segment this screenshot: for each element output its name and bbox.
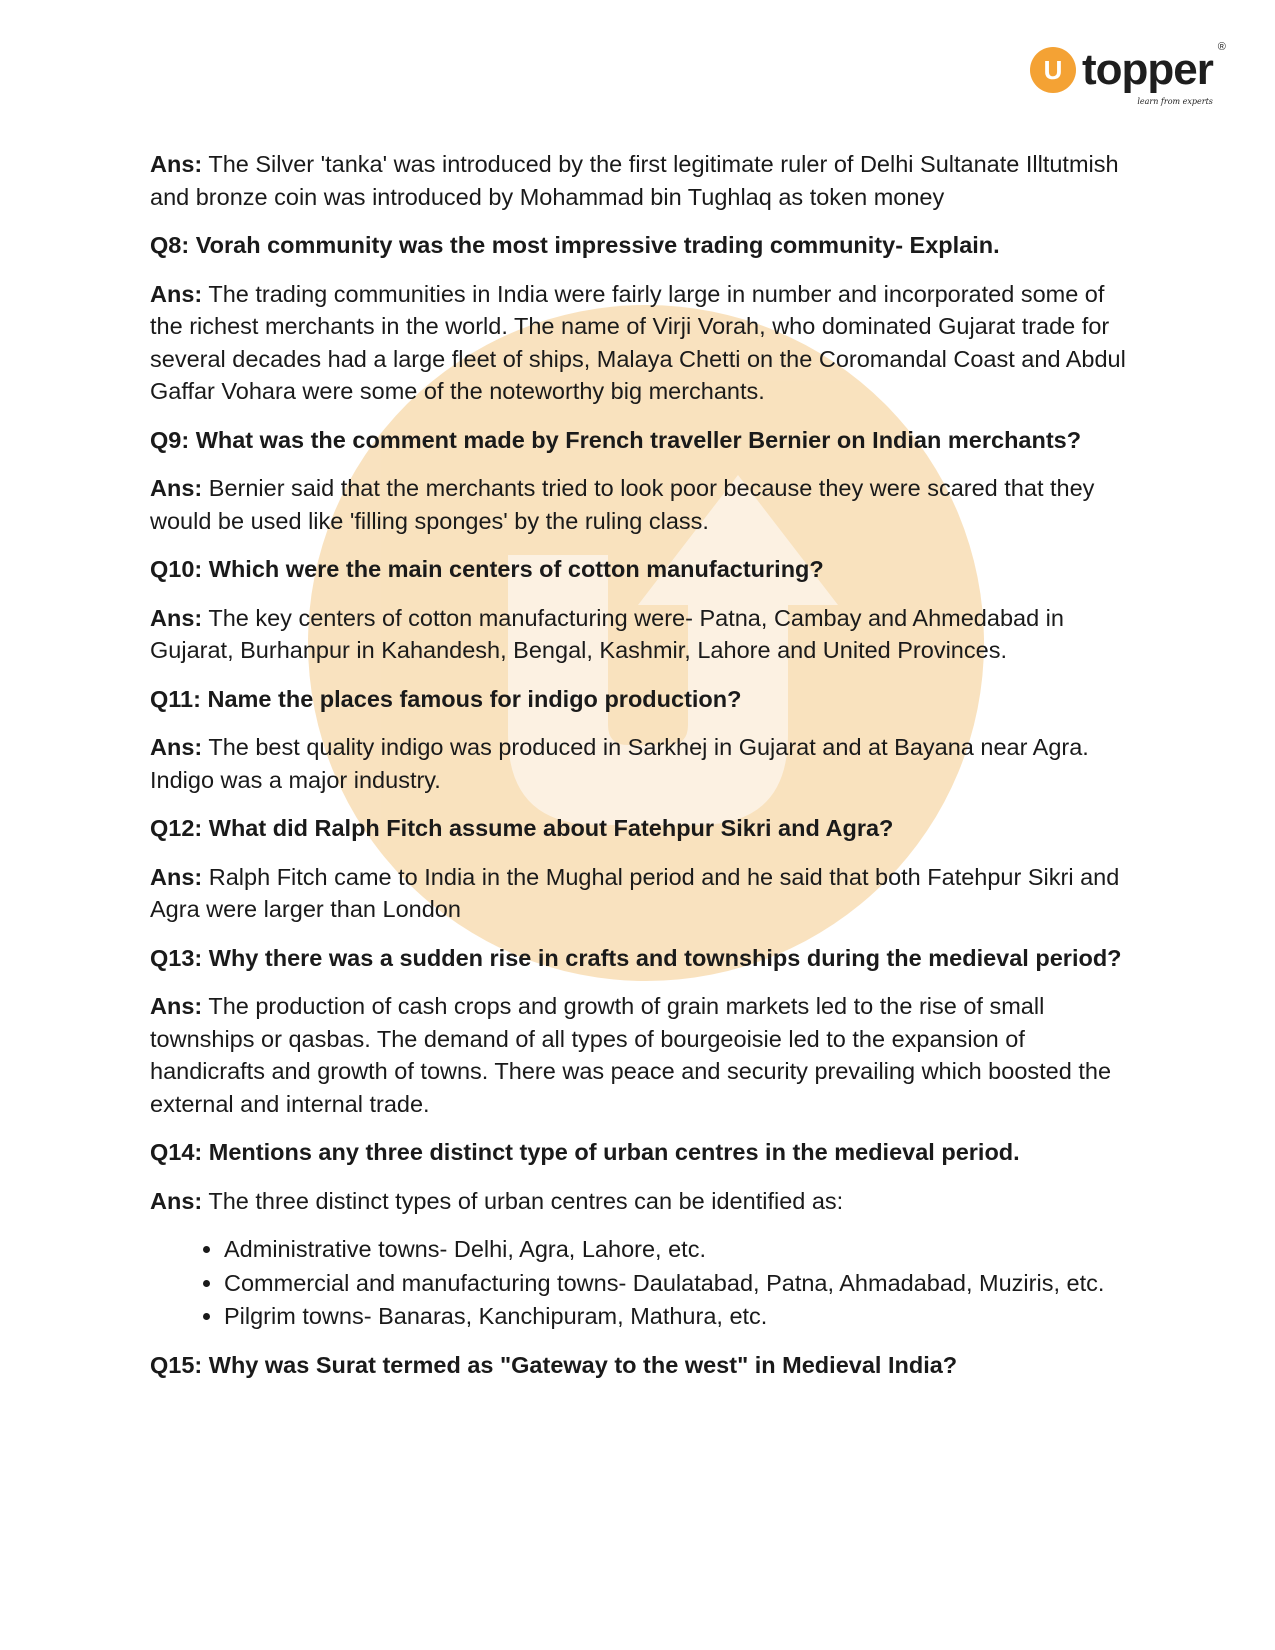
question-15: Q15: Why was Surat termed as "Gateway to the west" in Medieval India? <box>150 1351 958 1378</box>
question-8: Q8: Vorah community was the most impressive trading community- Explain. <box>150 232 1000 258</box>
list-item: • Pilgrim towns- Banaras, Kanchipuram, Mathura, etc. <box>224 1300 1135 1333</box>
registered-mark: ® <box>1217 41 1225 53</box>
answer-text: The best quality indigo was produced in Sarkhej in Gujarat and at Bayana near Agra. Indigo was a major industry. <box>150 734 1089 793</box>
answer-label: Ans: <box>150 863 203 890</box>
answer-12 <box>150 861 1135 926</box>
answer-label: Ans: <box>150 475 203 501</box>
question-14: Q14: Mentions any three distinct type of urban centres in the medieval period. <box>150 1139 1020 1165</box>
document-body <box>150 148 1135 1397</box>
answer-13 <box>150 990 1135 1120</box>
list-item: • Commercial and manufacturing towns- Daulatabad, Patna, Ahmadabad, Muziris, etc. <box>224 1267 1135 1300</box>
question-12: Q12: What did Ralph Fitch assume about Fatehpur Sikri and Agra? <box>150 815 894 841</box>
answer-text: The trading communities in India were fairly large in number and incorporated some of the richest merchants in the world. The name of Virji Vorah, who dominated Gujarat trade for several decades had a large fleet of ships, Malaya Chetti on the Coromandal Coast and Abdul Gaffar Vohara were some of the noteworthy big merchants. <box>150 280 1126 404</box>
question-13: Q13: Why there was a sudden rise in crafts and townships during the medieval period? <box>150 944 1122 971</box>
answer-text: The key centers of cotton manufacturing were- Patna, Cambay and Ahmedabad in Gujarat, Burhanpur in Kahandesh, Bengal, Kashmir, Lahore and United Provinces. <box>150 604 1064 663</box>
answer-8 <box>150 278 1135 408</box>
answer-label: Ans: <box>150 734 203 760</box>
answer-text: Bernier said that the merchants tried to look poor because they were scared that they would be used like 'filling sponges' by the ruling class. <box>150 475 1095 534</box>
answer-10 <box>150 602 1135 667</box>
answer-label: Ans: <box>150 151 203 177</box>
list-item: • Administrative towns- Delhi, Agra, Lahore, etc. <box>224 1233 1135 1266</box>
answer-label: Ans: <box>150 280 203 307</box>
question-11: Q11: Name the places famous for indigo production? <box>150 685 742 712</box>
logo-tagline: learn from experts <box>1137 97 1213 106</box>
answer-text: Ralph Fitch came to India in the Mughal period and he said that both Fatehpur Sikri and Agra were larger than London <box>150 863 1120 922</box>
logo-mark-icon: U <box>1030 47 1076 93</box>
answer-text: The three distinct types of urban centres can be identified as: <box>208 1187 844 1214</box>
answer-text: The production of cash crops and growth of grain markets led to the rise of small townships or qasbas. The demand of all types of bourgeoisie led to the expansion of handicrafts and growth of towns. There was peace and security prevailing which boosted the external and internal trade. <box>150 993 1112 1117</box>
answer-text: The Silver 'tanka' was introduced by the first legitimate ruler of Delhi Sultanate Illtutmish and bronze coin was introduced by Mohammad bin Tughlaq as token money <box>150 151 1119 210</box>
answer-label: Ans: <box>150 993 203 1019</box>
answer-label: Ans: <box>150 604 203 631</box>
question-10: Q10: Which were the main centers of cotton manufacturing? <box>150 556 824 582</box>
answer-label: Ans: <box>150 1187 203 1214</box>
answer-11 <box>150 731 1135 796</box>
answer-7 <box>150 148 1135 213</box>
logo-wordmark <box>1082 41 1225 106</box>
urban-centres-list <box>150 1233 1135 1333</box>
answer-9 <box>150 472 1135 537</box>
brand-logo <box>1030 40 1225 106</box>
question-9: Q9: What was the comment made by French traveller Bernier on Indian merchants? <box>150 426 1082 453</box>
logo-word: topper <box>1082 45 1213 94</box>
answer-14 <box>150 1185 1135 1218</box>
